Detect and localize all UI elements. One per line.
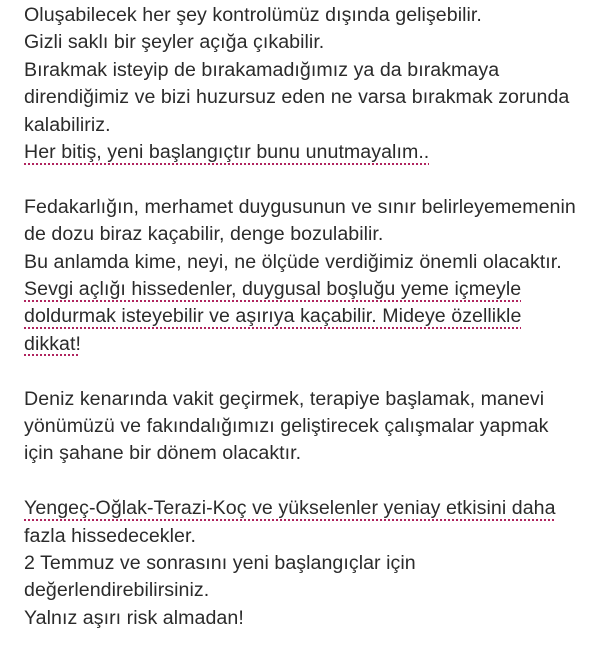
line-text: yönümüzü ve fakındalığımızı geliştirecek çalışmalar yapmak — [24, 415, 549, 438]
text-line — [24, 57, 604, 84]
text-line — [24, 249, 604, 276]
line-text: fazla hissedecekler. — [24, 524, 196, 547]
line-text: Fedakarlığın, merhamet duygusunun ve sınır belirleyememenin — [24, 195, 576, 218]
line-text: Deniz kenarında vakit geçirmek, terapiye başlamak, manevi — [24, 387, 545, 410]
text-line — [24, 440, 604, 467]
text-line — [24, 221, 604, 248]
text-line — [24, 577, 604, 604]
spellcheck-underlined-text: dikkat! — [24, 332, 81, 355]
spellcheck-underlined-text: Her bitiş, yeni başlangıçtır bunu unutmayalım.. — [24, 141, 430, 164]
spellcheck-underlined-text: doldurmak isteyebilir ve aşırıya kaçabilir. Mideye özellikle — [24, 305, 522, 328]
line-text: Oluşabilecek her şey kontrolümüz dışında gelişebilir. — [24, 4, 482, 26]
text-line — [24, 386, 604, 413]
line-text: Bu anlamda kime, neyi, ne ölçüde verdiğimiz önemli olacaktır. — [24, 250, 562, 273]
text-line — [24, 276, 604, 303]
document-body — [24, 2, 604, 632]
line-text: kalabiliriz. — [24, 113, 111, 136]
paragraph — [24, 495, 604, 632]
text-line — [24, 139, 604, 166]
text-line — [24, 84, 604, 111]
line-text: için şahane bir dönem olacaktır. — [24, 442, 302, 465]
line-text: Gizli saklı bir şeyler açığa çıkabilir. — [24, 31, 325, 54]
text-line — [24, 605, 604, 632]
text-line — [24, 194, 604, 221]
line-text: Bırakmak isteyip de bırakamadığımız ya da bırakmaya — [24, 58, 500, 81]
spellcheck-underlined-text: Yengeç-Oğlak-Terazi-Koç ve yükselenler yeniay etkisini daha — [24, 497, 556, 520]
paragraph — [24, 2, 604, 166]
text-line — [24, 550, 604, 577]
text-line — [24, 2, 604, 29]
spellcheck-underlined-text: Sevgi açlığı hissedenler, duygusal boşluğu yeme içmeyle — [24, 278, 522, 301]
line-text: direndiğimiz ve bizi huzursuz eden ne varsa bırakmak zorunda — [24, 86, 570, 109]
line-text: de dozu biraz kaçabilir, denge bozulabilir. — [24, 223, 384, 246]
line-text: 2 Temmuz ve sonrasını yeni başlangıçlar için — [24, 552, 416, 575]
text-line — [24, 523, 604, 550]
text-line — [24, 303, 604, 330]
paragraph — [24, 386, 604, 468]
line-text: değerlendirebilirsiniz. — [24, 579, 210, 602]
text-line — [24, 331, 604, 358]
text-line — [24, 112, 604, 139]
text-line — [24, 495, 604, 522]
paragraph — [24, 194, 604, 358]
line-text: Yalnız aşırı risk almadan! — [24, 606, 244, 629]
text-line — [24, 29, 604, 56]
text-line — [24, 413, 604, 440]
